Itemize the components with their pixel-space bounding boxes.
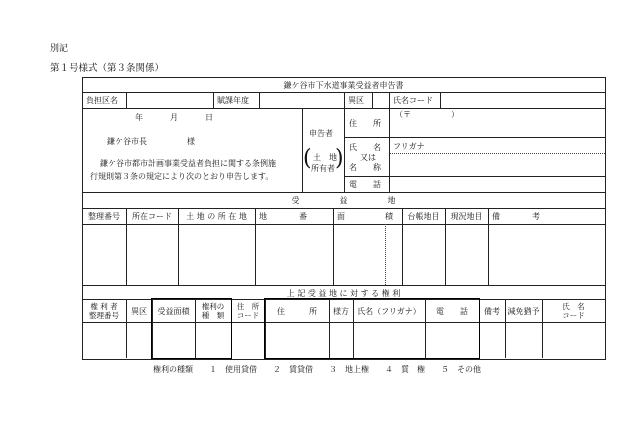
rights-col-name-code-1: 氏 名 xyxy=(562,302,585,311)
land-col-location-code: 所在コード xyxy=(132,212,172,221)
applicant-label: 申告者 xyxy=(309,129,333,138)
date-day: 日 xyxy=(205,113,213,122)
name-code-label: 氏名コード xyxy=(393,96,433,105)
rights-col-name-code-2: コード xyxy=(562,311,585,320)
land-col-lot-no: 地 番 xyxy=(259,212,307,221)
form-number: 第１号様式（第３条関係） xyxy=(50,63,165,74)
fiscal-year-label: 賦課年度 xyxy=(217,96,249,105)
rights-col-address: 住 所 xyxy=(277,307,317,316)
date-month: 月 xyxy=(170,113,178,122)
land-col-remarks: 備 考 xyxy=(492,212,540,221)
rights-col-holder-1: 権 利 者 xyxy=(90,302,118,311)
applicant-name-label: 氏 名 xyxy=(349,143,381,152)
bracket-left: ( xyxy=(303,146,312,171)
statement-line-1: 鎌ケ谷市都市計画事業受益者負担に関する条例施 xyxy=(100,159,276,168)
rights-col-address-code-1: 住 所 xyxy=(236,302,260,311)
statement-line-2: 行規則第３条の規定により次のとおり申告します。 xyxy=(90,172,274,181)
rights-col-address-code-2: コード xyxy=(236,311,260,320)
appendix-label: 別記 xyxy=(50,44,69,54)
bracket-right: ) xyxy=(335,146,344,171)
date-year: 年 xyxy=(135,113,143,122)
company-name-label: 名 称 xyxy=(349,163,381,172)
form-title: 鎌ケ谷市下水道事業受益者申告書 xyxy=(283,81,404,90)
rights-col-type-2: 種 類 xyxy=(201,311,225,320)
address-label: 住 所 xyxy=(349,119,381,128)
owner-label-1: 土 地 xyxy=(313,153,337,162)
land-col-current-category: 現況地目 xyxy=(450,212,483,221)
land-col-registry-category: 台帳地目 xyxy=(407,212,440,221)
rights-section-title: 上 記 受 益 地 に 対 す る 権 利 xyxy=(286,289,401,298)
rights-col-ward: 異区 xyxy=(131,307,147,316)
rights-col-phone: 電 話 xyxy=(436,307,468,316)
land-col-location: 土 地 の 所 在 地 xyxy=(186,212,247,221)
land-section-title: 受 益 地 xyxy=(291,196,396,205)
rights-col-holder-2: 整理番号 xyxy=(89,311,119,320)
phone-label: 電 話 xyxy=(349,180,381,189)
rights-col-exemption: 減免猶予 xyxy=(507,307,540,316)
postal-code: （〒 ） xyxy=(395,110,459,119)
rights-col-type-1: 権利の xyxy=(201,302,225,311)
ward-label: 異区 xyxy=(348,96,364,105)
land-col-area: 面 積 xyxy=(337,212,393,221)
rights-type-legend: 権利の種類 １ 使用貸借 ２ 賃貸借 ３ 地上権 ４ 質 権 ５ その他 xyxy=(153,365,481,374)
rights-col-name: 氏名（フリガナ） xyxy=(357,307,421,316)
or-label: 又は xyxy=(360,153,376,162)
land-col-ref-no: 整理番号 xyxy=(88,212,120,221)
addressee: 鎌ケ谷市長 様 xyxy=(107,137,195,146)
owner-label-2: 所有者 xyxy=(311,164,335,173)
rights-col-remarks: 備考 xyxy=(484,307,500,316)
rights-col-area: 受益面積 xyxy=(157,307,190,316)
furigana-label: フリガナ xyxy=(393,142,425,151)
rights-col-honorific: 様方 xyxy=(333,307,349,316)
payer-area-label: 負担区名 xyxy=(86,96,118,105)
